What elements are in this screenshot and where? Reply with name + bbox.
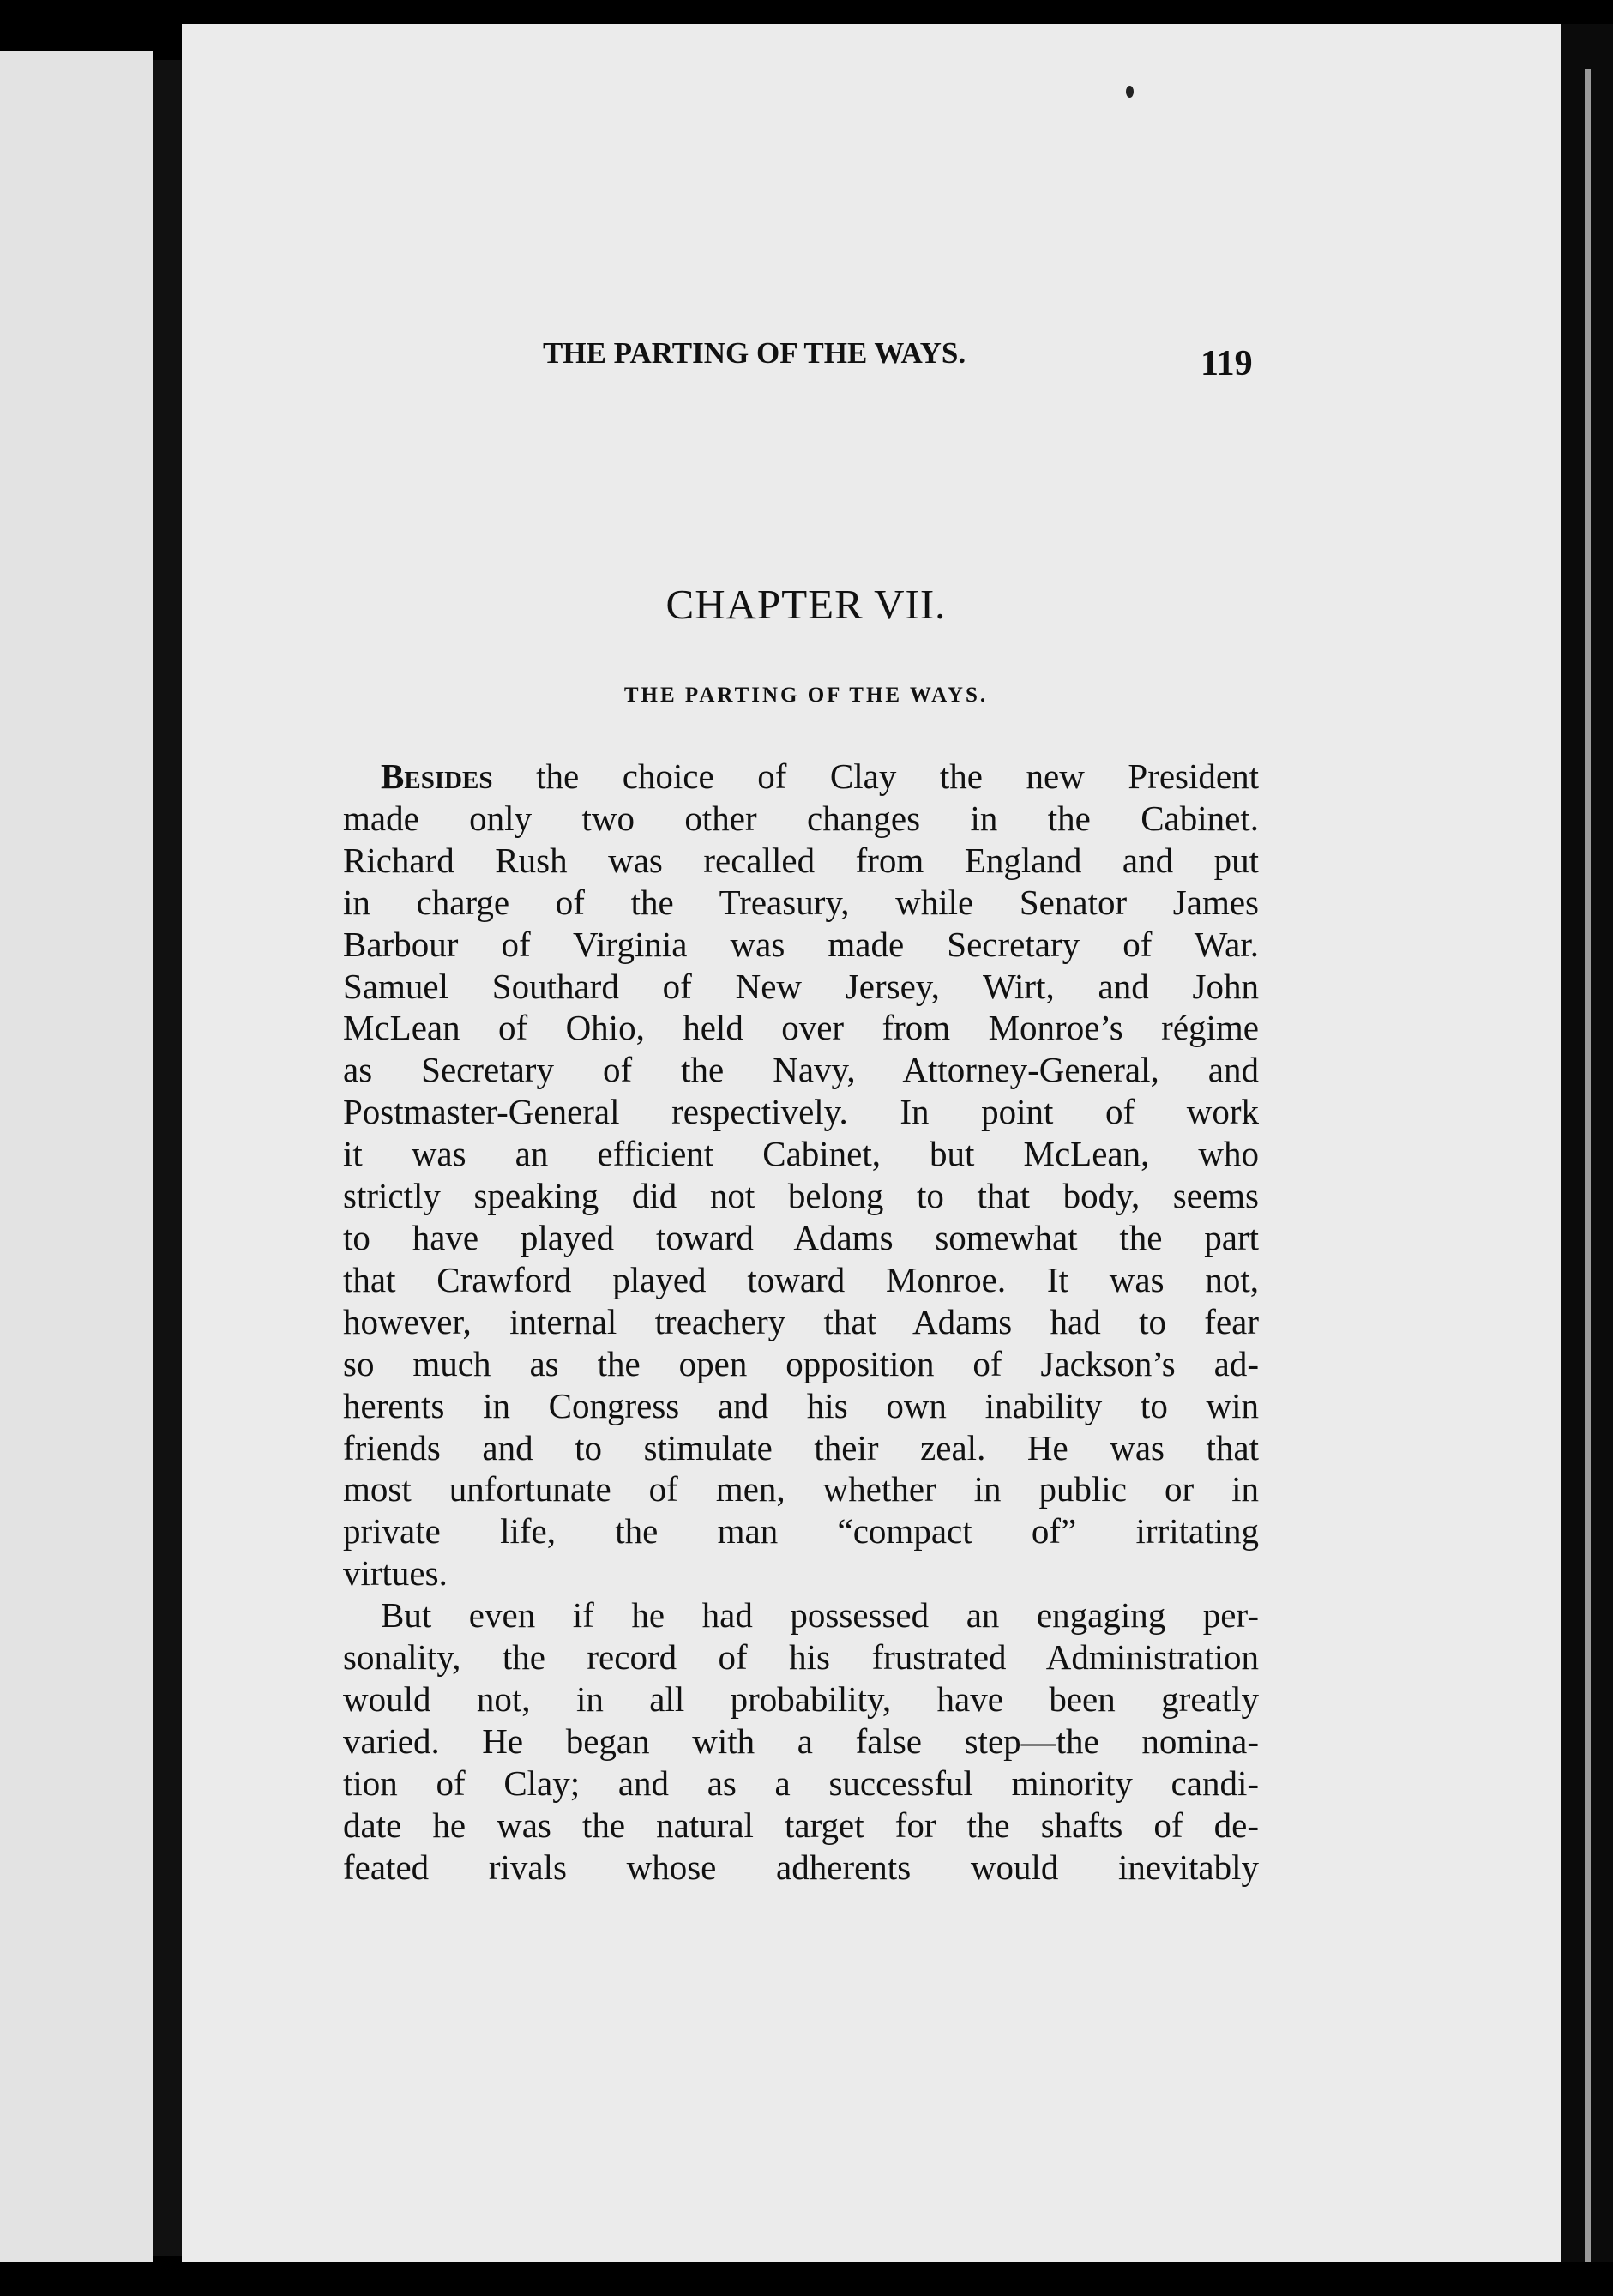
drop-word: Besides (381, 756, 493, 796)
text-line: Samuel Southard of New Jersey, Wirt, and John (343, 966, 1259, 1006)
paragraph-1 (343, 756, 1259, 1594)
text-line: it was an efficient Cabinet, but McLean, who (343, 1134, 1259, 1174)
text-line: Richard Rush was recalled from England and put (343, 840, 1259, 880)
text-line: private life, the man “compact of” irritating (343, 1511, 1259, 1552)
page-edge-line (1585, 69, 1591, 2264)
chapter-title: CHAPTER VII. (665, 581, 947, 628)
text-line: tion of Clay; and as a successful minority candi- (343, 1763, 1259, 1803)
text-line: Postmaster-General respectively. In point of work (343, 1092, 1259, 1132)
body-text (343, 756, 1259, 1888)
ink-speck (1126, 86, 1134, 98)
text-line: But even if he had possessed an engaging per- (381, 1595, 1259, 1636)
text-line: sonality, the record of his frustrated Administration (343, 1637, 1259, 1678)
facing-page-edge (0, 51, 153, 2262)
page-number: 119 (1201, 344, 1253, 383)
text-line: friends and to stimulate their zeal. He was that (343, 1427, 1259, 1467)
text-line: as Secretary of the Navy, Attorney-General, and (343, 1050, 1259, 1090)
paragraph-2 (343, 1594, 1259, 1888)
text-line: herents in Congress and his own inability to win (343, 1385, 1259, 1425)
text-line: however, internal treachery that Adams had to fear (343, 1301, 1259, 1341)
text-line: Barbour of Virginia was made Secretary of War. (343, 924, 1259, 964)
running-header-title: THE PARTING OF THE WAYS. (543, 336, 966, 370)
text-line: strictly speaking did not belong to that body, seems (343, 1176, 1259, 1216)
text-line: so much as the open opposition of Jackson’s ad- (343, 1343, 1259, 1383)
text-line: virtues. (343, 1553, 448, 1594)
text-line: in charge of the Treasury, while Senator James (343, 882, 1259, 922)
text-line: to have played toward Adams somewhat the part (343, 1217, 1259, 1257)
text-line: that Crawford played toward Monroe. It was not, (343, 1259, 1259, 1299)
text-line: McLean of Ohio, held over from Monroe’s régime (343, 1008, 1259, 1048)
text-line: made only two other changes in the Cabinet. (343, 798, 1259, 838)
text-line: most unfortunate of men, whether in public or in (343, 1469, 1259, 1510)
text-line: Besides the choice of Clay the new President (381, 756, 1259, 796)
scan-bottom-border (0, 2262, 1613, 2296)
text-line: varied. He began with a false step—the nomina- (343, 1720, 1259, 1761)
text-line: feated rivals whose adherents would inevitably (343, 1847, 1259, 1887)
chapter-subtitle: THE PARTING OF THE WAYS. (623, 684, 989, 707)
text-line: would not, in all probability, have been greatly (343, 1678, 1259, 1719)
book-gutter (153, 60, 182, 2256)
text-line: date he was the natural target for the shafts of de- (343, 1805, 1259, 1845)
